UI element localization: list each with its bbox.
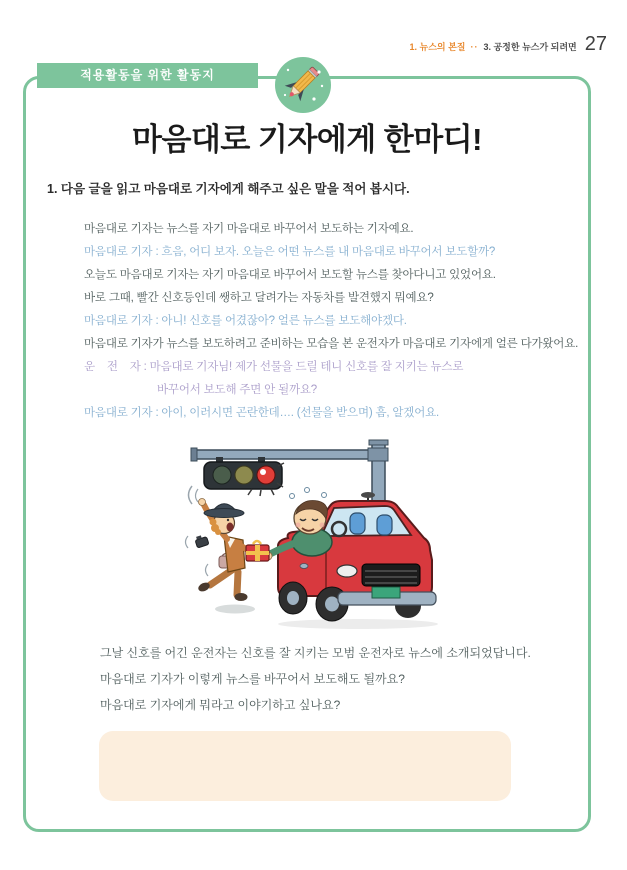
rocket-pencil-icon [275,57,331,113]
dialogue-line: 바로 그때, 빨간 신호등인데 쌩하고 달려가는 자동차를 발견했지 뭐예요? [84,292,434,304]
closing-line: 마음대로 기자에게 뭐라고 이야기하고 싶나요? [100,698,341,712]
dialogue-line: 마음대로 기자 : 아니! 신호를 어겼잖아? 얼른 뉴스를 보도해야겠다. [84,315,407,327]
worksheet-title: 마음대로 기자에게 한마디! [132,122,482,157]
worksheet-tab-label: 적용활동을 위한 활동지 [37,63,258,88]
answer-box[interactable] [99,731,511,801]
breadcrumb [410,33,608,56]
instruction-text: 1. 다음 글을 읽고 마음대로 기자에게 해주고 싶은 말을 적어 봅시다. [47,182,410,196]
closing-block [100,640,531,718]
traffic-light [204,457,284,496]
breadcrumb-chapter: 3. 공정한 뉴스가 되려면 [483,42,577,52]
traffic-scene-illustration [140,438,480,643]
dialogue-block [84,218,578,425]
closing-line: 그날 신호를 어긴 운전자는 신호를 잘 지키는 모범 운전자로 뉴스에 소개되었답니다. [100,646,531,660]
dialogue-line: 마음대로 기자가 뉴스를 보도하려고 준비하는 모습을 본 운전자가 마음대로 기자에게 얼른 다가왔어요. [84,338,579,350]
driver-figure [264,488,332,561]
dialogue-line: 마음대로 기자 : 흐음, 어디 보자. 오늘은 어떤 뉴스를 내 마음대로 바꾸어서 보도할까? [84,246,496,258]
page-number: 27 [584,33,607,55]
dialogue-line: 운 전 자 : 마음대로 기자님! 제가 선물을 드릴 테니 신호를 잘 지키는 뉴스로 [84,361,464,373]
dialogue-line: 마음대로 기자는 뉴스를 자기 마음대로 바꾸어서 보도하는 기자예요. [84,223,414,235]
dialogue-line: 바꾸어서 보도해 주면 안 될까요? [157,384,317,396]
dialogue-line: 오늘도 마음대로 기자는 자기 마음대로 바꾸어서 보도할 뉴스를 찾아다니고 있었어요. [84,269,496,281]
gift-box [246,541,269,561]
closing-line: 마음대로 기자가 이렇게 뉴스를 바꾸어서 보도해도 될까요? [100,672,405,686]
dialogue-line: 마음대로 기자 : 아이, 이러시면 곤란한데…. (선물을 받으며) 흠, 알겠어요. [84,407,440,419]
breadcrumb-section: 1. 뉴스의 본질 [409,42,466,52]
breadcrumb-separator: ·· [470,42,479,52]
